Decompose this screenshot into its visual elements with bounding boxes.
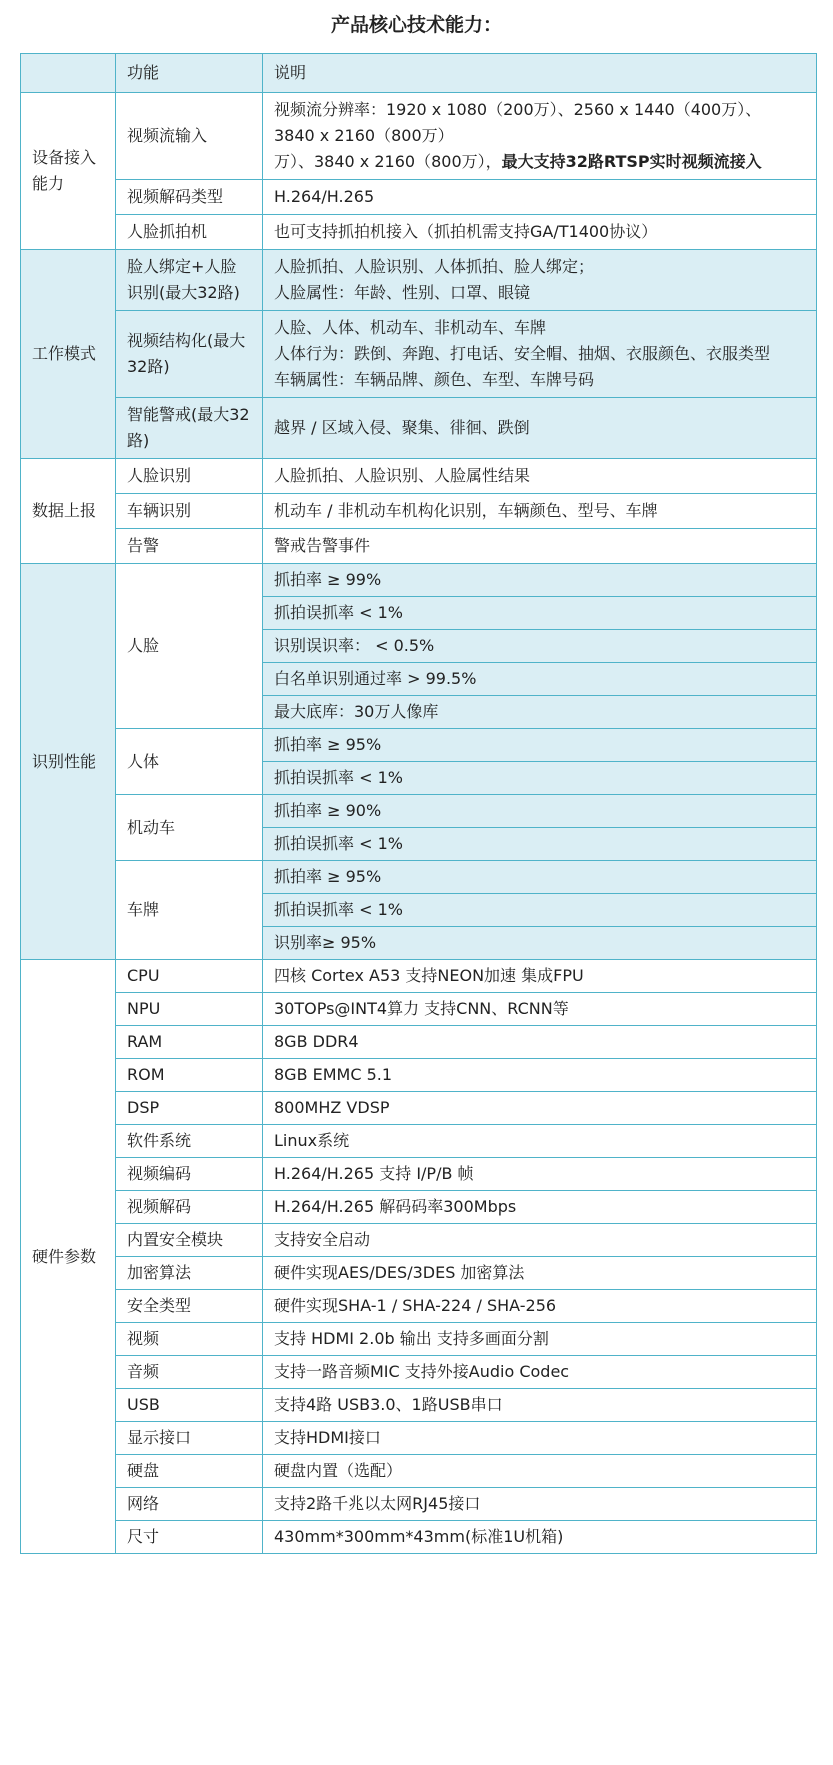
description-cell: 8GB EMMC 5.1 — [263, 1059, 817, 1092]
table-row — [21, 1158, 817, 1191]
table-row — [21, 1389, 817, 1422]
table-row — [21, 311, 817, 398]
description-cell: 识别误识率： < 0.5% — [263, 630, 817, 663]
desc-line: 人体行为：跌倒、奔跑、打电话、安全帽、抽烟、衣服颜色、衣服类型 — [274, 344, 771, 363]
feature-cell: 脸人绑定+人脸识别(最大32路) — [116, 250, 263, 311]
table-row — [21, 1059, 817, 1092]
feature-cell: ROM — [116, 1059, 263, 1092]
table-row — [21, 1323, 817, 1356]
feature-cell: USB — [116, 1389, 263, 1422]
description-cell: 人脸抓拍、人脸识别、人脸属性结果 — [263, 459, 817, 494]
feature-cell: 告警 — [116, 529, 263, 564]
description-cell: 也可支持抓拍机接入（抓拍机需支持GA/T1400协议） — [263, 215, 817, 250]
description-cell: 识别率≥ 95% — [263, 927, 817, 960]
feature-cell: 机动车 — [116, 795, 263, 861]
table-row — [21, 1488, 817, 1521]
description-cell: 硬盘内置（选配） — [263, 1455, 817, 1488]
feature-cell: 人脸抓拍机 — [116, 215, 263, 250]
description-cell: 抓拍误抓率 < 1% — [263, 828, 817, 861]
feature-cell: 软件系统 — [116, 1125, 263, 1158]
feature-cell: 视频结构化(最大32路) — [116, 311, 263, 398]
desc-line: 万）、3840 x 2160（800万）， — [274, 152, 502, 171]
description-cell — [263, 93, 817, 180]
description-cell: 支持HDMI接口 — [263, 1422, 817, 1455]
description-cell: 警戒告警事件 — [263, 529, 817, 564]
feature-cell: 人脸 — [116, 564, 263, 729]
description-cell — [263, 311, 817, 398]
description-cell: 四核 Cortex A53 支持NEON加速 集成FPU — [263, 960, 817, 993]
table-row — [21, 1092, 817, 1125]
table-row — [21, 564, 817, 597]
feature-cell: DSP — [116, 1092, 263, 1125]
table-row — [21, 398, 817, 459]
feature-cell: 智能警戒(最大32路) — [116, 398, 263, 459]
table-row — [21, 1224, 817, 1257]
table-row — [21, 795, 817, 828]
description-cell: 支持2路千兆以太网RJ45接口 — [263, 1488, 817, 1521]
description-cell: 抓拍率 ≥ 95% — [263, 729, 817, 762]
feature-cell: 音频 — [116, 1356, 263, 1389]
feature-cell: 车辆识别 — [116, 494, 263, 529]
description-cell: 越界 / 区域入侵、聚集、徘徊、跌倒 — [263, 398, 817, 459]
feature-cell: 视频 — [116, 1323, 263, 1356]
desc-line: 人脸属性：年龄、性别、口罩、眼镜 — [274, 283, 531, 302]
desc-line: 人脸、人体、机动车、非机动车、车牌 — [274, 318, 547, 337]
desc-line: 人脸抓拍、人脸识别、人体抓拍、脸人绑定； — [274, 257, 595, 276]
description-cell: Linux系统 — [263, 1125, 817, 1158]
description-cell: 抓拍率 ≥ 99% — [263, 564, 817, 597]
feature-cell: 内置安全模块 — [116, 1224, 263, 1257]
category-hardware: 硬件参数 — [21, 960, 116, 1554]
description-cell: 最大底库：30万人像库 — [263, 696, 817, 729]
description-cell: 800MHZ VDSP — [263, 1092, 817, 1125]
category-work-mode: 工作模式 — [21, 250, 116, 459]
description-cell: 机动车 / 非机动车机构化识别，车辆颜色、型号、车牌 — [263, 494, 817, 529]
description-cell: 抓拍率 ≥ 90% — [263, 795, 817, 828]
feature-cell: 视频编码 — [116, 1158, 263, 1191]
description-cell: 支持一路音频MIC 支持外接Audio Codec — [263, 1356, 817, 1389]
description-cell: 硬件实现SHA-1 / SHA-224 / SHA-256 — [263, 1290, 817, 1323]
description-cell: 支持安全启动 — [263, 1224, 817, 1257]
header-feature: 功能 — [116, 54, 263, 93]
desc-line: 车辆属性：车辆品牌、颜色、车型、车牌号码 — [274, 370, 595, 389]
feature-cell: 硬盘 — [116, 1455, 263, 1488]
header-category — [21, 54, 116, 93]
description-cell: 硬件实现AES/DES/3DES 加密算法 — [263, 1257, 817, 1290]
desc-line: 3840 x 2160（800万） — [274, 126, 454, 145]
feature-cell: 网络 — [116, 1488, 263, 1521]
table-row — [21, 494, 817, 529]
table-row — [21, 215, 817, 250]
description-cell: 抓拍误抓率 < 1% — [263, 762, 817, 795]
feature-cell: CPU — [116, 960, 263, 993]
table-row — [21, 1125, 817, 1158]
table-row — [21, 960, 817, 993]
feature-cell: 视频解码类型 — [116, 180, 263, 215]
desc-emphasis: 最大支持32路RTSP实时视频流接入 — [501, 152, 762, 171]
description-cell: 抓拍误抓率 < 1% — [263, 894, 817, 927]
description-cell: 430mm*300mm*43mm(标准1U机箱) — [263, 1521, 817, 1554]
category-data-report: 数据上报 — [21, 459, 116, 564]
header-description: 说明 — [263, 54, 817, 93]
feature-cell: 人体 — [116, 729, 263, 795]
description-cell — [263, 250, 817, 311]
description-cell: 8GB DDR4 — [263, 1026, 817, 1059]
desc-line: 视频流分辨率：1920 x 1080（200万）、2560 x 1440（400万）、 — [274, 100, 762, 119]
table-row — [21, 1257, 817, 1290]
feature-cell: 视频流输入 — [116, 93, 263, 180]
table-header-row — [21, 54, 817, 93]
table-row — [21, 1455, 817, 1488]
table-row — [21, 180, 817, 215]
table-row — [21, 993, 817, 1026]
table-row — [21, 1356, 817, 1389]
page-title: 产品核心技术能力： — [330, 14, 502, 36]
table-row — [21, 459, 817, 494]
description-cell: H.264/H.265 解码码率300Mbps — [263, 1191, 817, 1224]
description-cell: 白名单识别通过率 > 99.5% — [263, 663, 817, 696]
feature-cell: 车牌 — [116, 861, 263, 960]
table-row — [21, 1422, 817, 1455]
feature-cell: 人脸识别 — [116, 459, 263, 494]
table-row — [21, 250, 817, 311]
description-cell: H.264/H.265 — [263, 180, 817, 215]
table-row — [21, 1290, 817, 1323]
feature-cell: 尺寸 — [116, 1521, 263, 1554]
feature-cell: 显示接口 — [116, 1422, 263, 1455]
table-row — [21, 729, 817, 762]
description-cell: 抓拍误抓率 < 1% — [263, 597, 817, 630]
description-cell: H.264/H.265 支持 I/P/B 帧 — [263, 1158, 817, 1191]
description-cell: 抓拍率 ≥ 95% — [263, 861, 817, 894]
description-cell: 支持 HDMI 2.0b 输出 支持多画面分割 — [263, 1323, 817, 1356]
table-row — [21, 93, 817, 180]
description-cell: 30TOPs@INT4算力 支持CNN、RCNN等 — [263, 993, 817, 1026]
table-row — [21, 529, 817, 564]
category-device-access: 设备接入能力 — [21, 93, 116, 250]
feature-cell: 视频解码 — [116, 1191, 263, 1224]
feature-cell: NPU — [116, 993, 263, 1026]
table-row — [21, 1521, 817, 1554]
feature-cell: 加密算法 — [116, 1257, 263, 1290]
table-row — [21, 1191, 817, 1224]
feature-cell: RAM — [116, 1026, 263, 1059]
feature-cell: 安全类型 — [116, 1290, 263, 1323]
category-recognition: 识别性能 — [21, 564, 116, 960]
table-row — [21, 861, 817, 894]
spec-table — [20, 53, 817, 1554]
description-cell: 支持4路 USB3.0、1路USB串口 — [263, 1389, 817, 1422]
table-row — [21, 1026, 817, 1059]
